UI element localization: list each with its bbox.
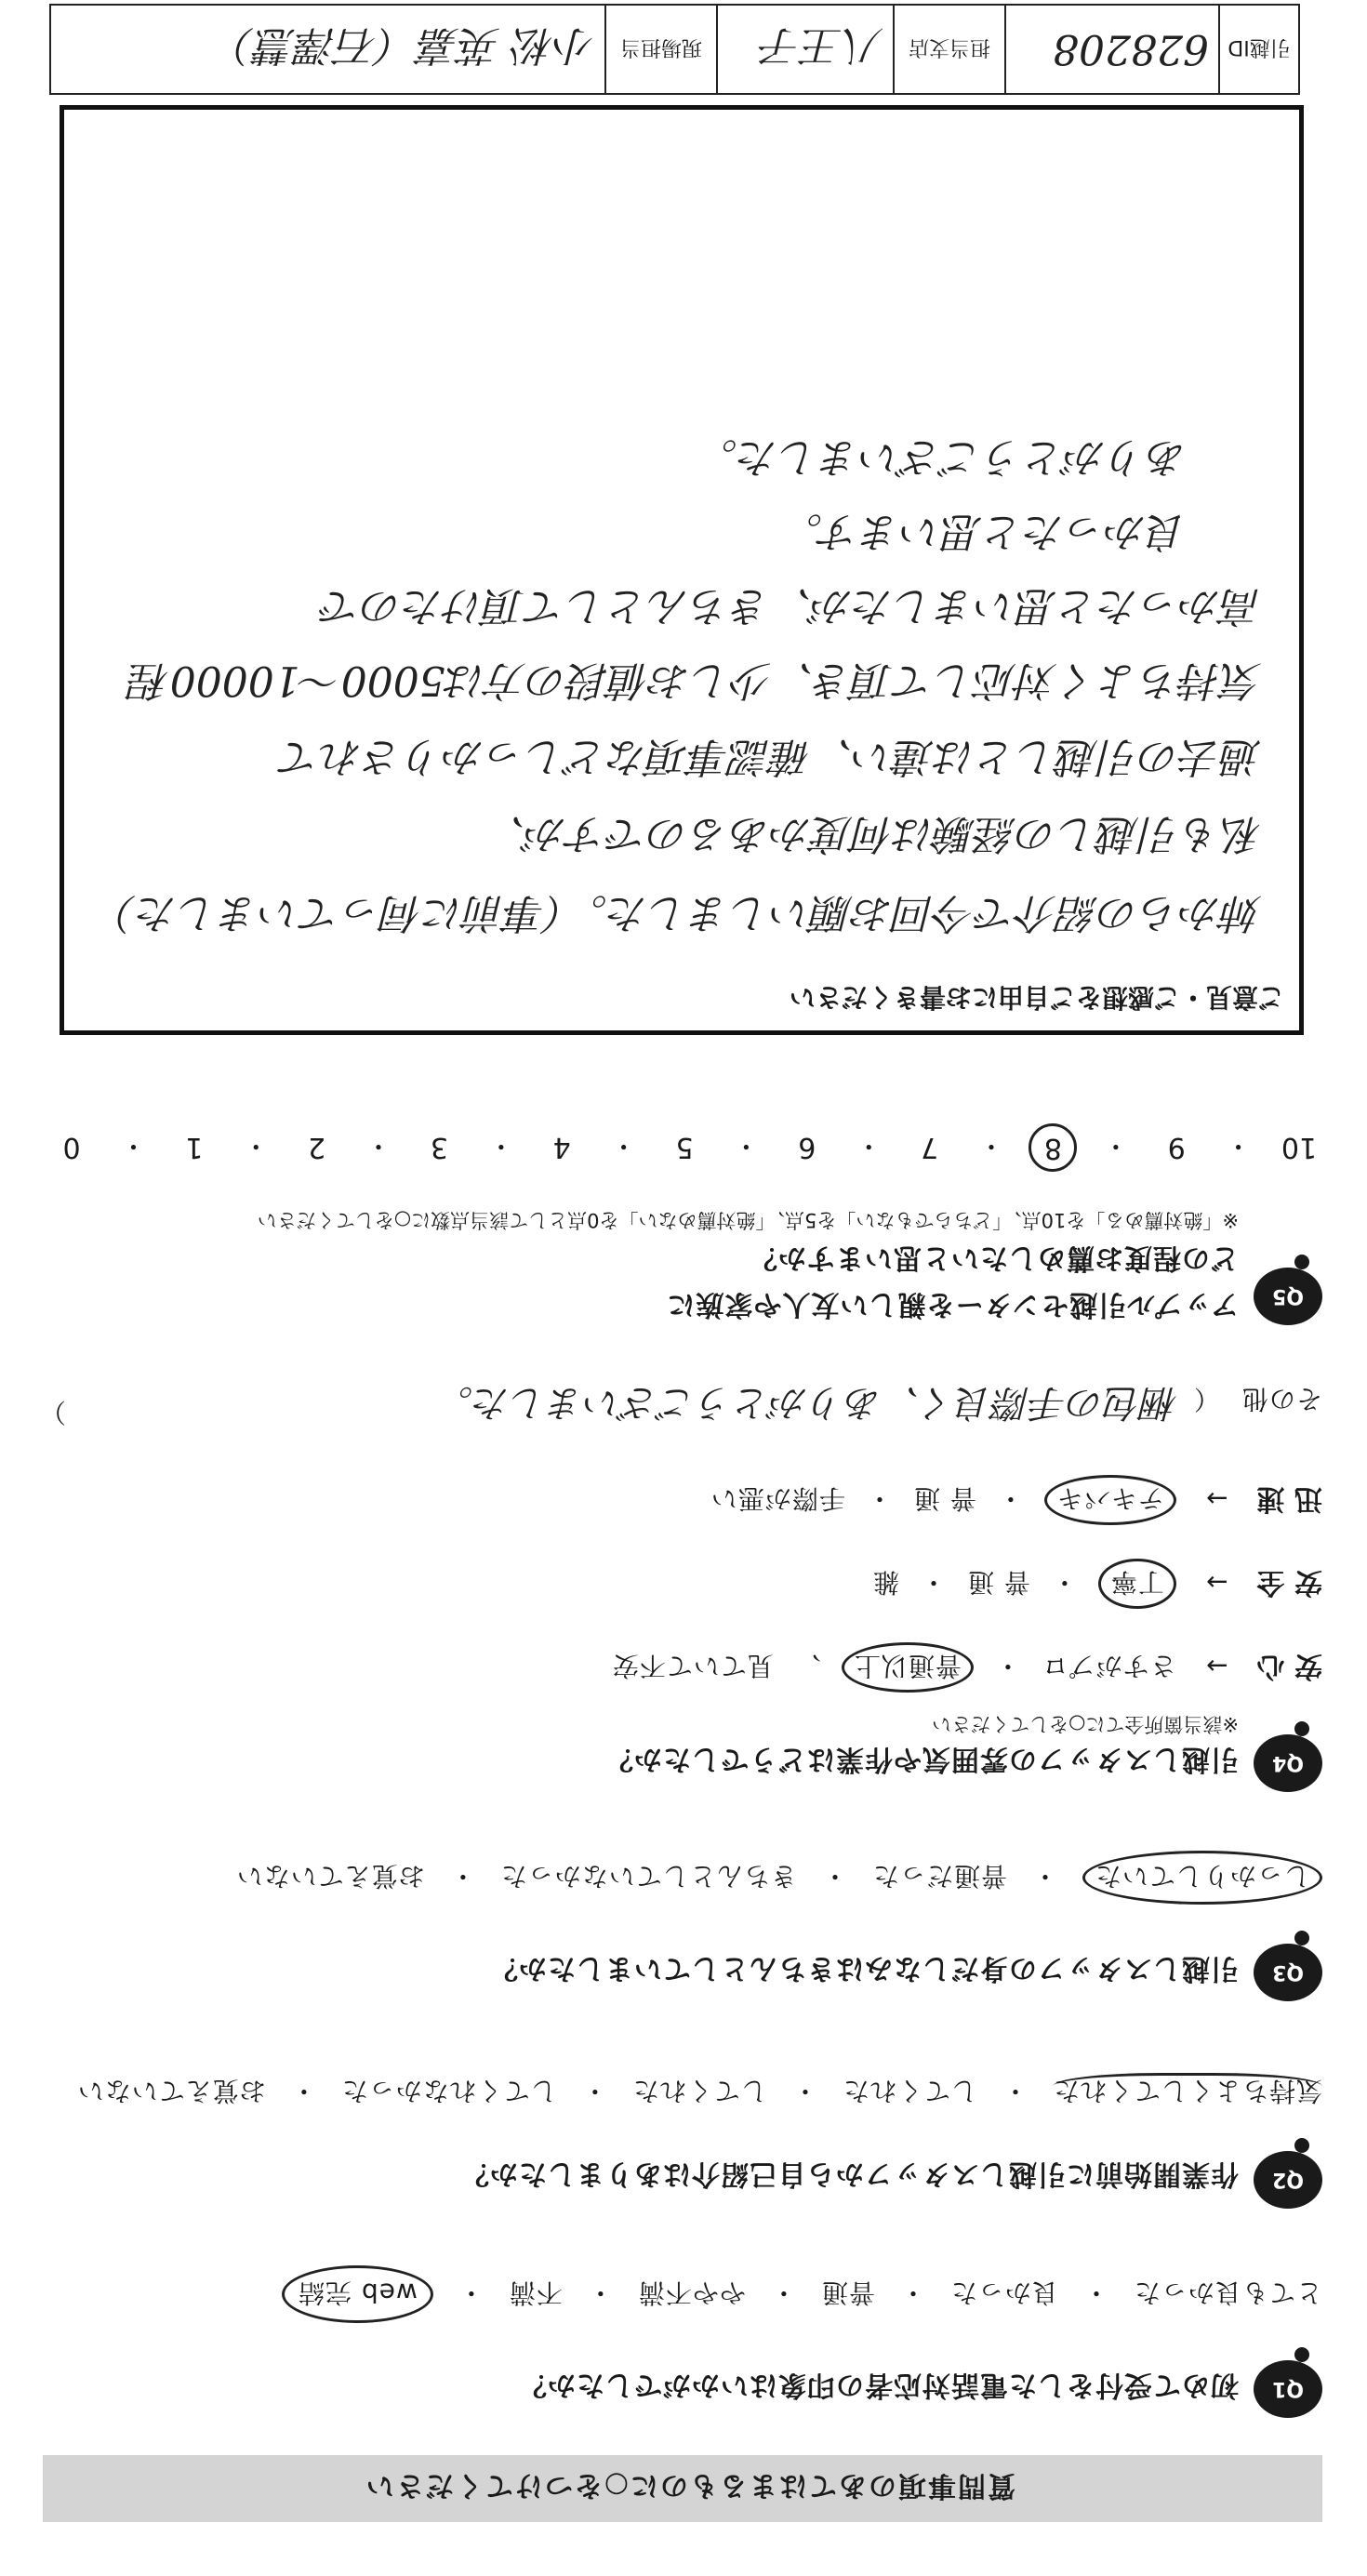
q5-score-0[interactable]: 0 xyxy=(62,1131,81,1164)
q4-row-jinsoku: 迅 速 → テキパキ・普 通・手際が悪い xyxy=(710,1475,1322,1525)
q4-other-label: その他 xyxy=(1241,1384,1322,1414)
comment-line-5: 高かったと思いましたが、きちんとして頂けたので xyxy=(321,582,1262,630)
comment-line-7: ありがとうございました。 xyxy=(697,433,1188,481)
footer-lead-value[interactable]: 小松 英嘉（石澤慧） xyxy=(214,21,595,69)
q4-question: 引越しスタッフの雰囲気や作業はどうでしたか？ xyxy=(604,1743,1239,1775)
q2-option-2[interactable]: してくれた xyxy=(842,2076,977,2106)
q4-row-anzen-arrow: → xyxy=(1204,1567,1228,1598)
q3-option-2[interactable]: 普通だった xyxy=(871,1861,1007,1892)
footer-table xyxy=(49,4,1300,95)
q1-badge-label: Q1 xyxy=(1272,2377,1305,2401)
q5-score-2[interactable]: 2 xyxy=(308,1131,326,1164)
q4-row-anzen-label: 安 全 xyxy=(1256,1566,1322,1599)
q2-question: 作業開始前に引越しスタッフから自己紹介はありましたか？ xyxy=(460,2158,1239,2190)
q5-score-5[interactable]: 5 xyxy=(675,1131,694,1164)
q5-badge-label: Q5 xyxy=(1272,1284,1305,1308)
q5-score-4[interactable]: 4 xyxy=(552,1131,571,1164)
q2-option-5[interactable]: お覚えていない xyxy=(76,2076,266,2106)
footer-lead-label: 現場担当 xyxy=(604,6,716,93)
q5-score-7[interactable]: 7 xyxy=(921,1131,939,1164)
q4-row-jinsoku-option-1[interactable]: テキパキ xyxy=(1044,1475,1176,1525)
q4-row-anshin-arrow: → xyxy=(1204,1651,1228,1681)
q2-option-4[interactable]: してくれなかった xyxy=(340,2076,557,2106)
instruction-banner xyxy=(43,2455,1322,2522)
q1-options: とても良かった・良かった・普通・やや不満・不満・web 完結 xyxy=(39,2265,1322,2323)
q4-row-anzen-option-1[interactable]: 丁寧 xyxy=(1098,1559,1176,1609)
q4-other xyxy=(39,1379,1322,1432)
q1-option-2[interactable]: 良かった xyxy=(949,2277,1058,2308)
q4-row-anshin-option-1[interactable]: さすがプロ xyxy=(1041,1651,1176,1681)
q4-note: ※該当箇所全てに○をしてください xyxy=(932,1713,1239,1735)
q4-row-anzen: 安 全 → 丁寧・普 通・雑 xyxy=(872,1559,1322,1609)
q3-badge-label: Q3 xyxy=(1272,1960,1305,1985)
q4-row-jinsoku-option-3[interactable]: 手際が悪い xyxy=(710,1483,845,1514)
q4-badge-label: Q4 xyxy=(1272,1751,1305,1775)
q4-row-anshin-label: 安 心 xyxy=(1256,1650,1322,1682)
q4-row-anshin: 安 心 → さすがプロ・普通以上、見ていて不安 xyxy=(612,1642,1322,1693)
q4-row-anshin-option-3[interactable]: 見ていて不安 xyxy=(611,1651,774,1681)
instruction-text: 質問事項のあてはまるものに○をつけてください xyxy=(364,2469,1015,2502)
q3-question: 引越しスタッフの身だしなみはきちんとしていましたか？ xyxy=(489,1952,1239,1985)
q5-score-1[interactable]: 1 xyxy=(185,1131,204,1164)
comment-line-3: 過去の引越しとは違い、確認事項などしっかりされて xyxy=(280,733,1262,780)
q4-other-text[interactable]: 梱包の手際良く、ありがとうございました。 xyxy=(435,1381,1179,1424)
q5-score-6[interactable]: 6 xyxy=(798,1131,816,1164)
comment-line-4: 気持ちよく対応して頂き、少しお値段の方は5000〜10000程 xyxy=(128,657,1262,704)
footer-id-label: 引越ID xyxy=(1218,6,1298,93)
footer-id-value[interactable]: 628208 xyxy=(1004,6,1218,93)
q1-option-6[interactable]: web 完結 xyxy=(282,2265,433,2323)
q1-option-3[interactable]: 普通 xyxy=(820,2277,875,2308)
q3-option-3[interactable]: きちんとしていなかった xyxy=(499,1861,797,1892)
q5-scale: 10 ・ 9 ・ 8 ・ 7 ・ 6 ・ 5 ・ 4 ・ 3 ・ 2 ・ 1 ・ 0 xyxy=(48,1123,1322,1172)
q3-option-4[interactable]: お覚えていない xyxy=(235,1861,425,1892)
q4-row-anzen-option-2[interactable]: 普 通 xyxy=(966,1567,1030,1598)
q4-row-jinsoku-option-2[interactable]: 普 通 xyxy=(912,1483,976,1514)
q5-score-3[interactable]: 3 xyxy=(430,1131,448,1164)
q2-options: 気持ちよくしてくれた・してくれた・してくれた・してくれなかった・お覚えていない xyxy=(77,2074,1322,2111)
q1-option-4[interactable]: やや不満 xyxy=(637,2277,746,2308)
q5-question-line2: どの程度お薦めしたいと思いますか？ xyxy=(749,1242,1239,1274)
q4-row-anshin-option-2[interactable]: 普通以上 xyxy=(842,1642,974,1693)
q5-score-9[interactable]: 9 xyxy=(1167,1131,1186,1164)
comment-line-1: 姉からの紹介で今回お願いしました。（事前に伺っていました） xyxy=(96,889,1262,936)
q1-badge xyxy=(1254,2360,1322,2418)
comment-line-6: 良かったと思います。 xyxy=(781,508,1188,555)
q2-option-3[interactable]: してくれた xyxy=(631,2076,767,2106)
q2-badge-label: Q2 xyxy=(1272,2168,1305,2192)
q5-badge xyxy=(1254,1268,1322,1325)
q1-option-1[interactable]: とても良かった xyxy=(1133,2277,1322,2308)
q2-option-1[interactable]: 気持ちよくしてくれた xyxy=(1053,2073,1322,2106)
q1-option-5[interactable]: 不満 xyxy=(508,2277,563,2308)
q4-badge xyxy=(1254,1734,1322,1792)
q1-question: 初めて受付をした電話対応者の印象はいかがでしたか？ xyxy=(518,2369,1239,2401)
q3-options: しっかりしていた・普通だった・きちんとしていなかった・お覚えていない xyxy=(236,1851,1322,1905)
comment-box-title: ご意見・ご感想をご自由にお書きください xyxy=(789,982,1284,1013)
q5-score-8[interactable]: 8 xyxy=(1029,1123,1077,1172)
q5-question-line1: アップル引越センターを親しい友人や家族に xyxy=(666,1288,1239,1321)
q5-score-10[interactable]: 10 xyxy=(1281,1131,1318,1164)
q4-other-close: ） xyxy=(39,1397,67,1427)
q3-badge xyxy=(1254,1944,1322,2001)
footer-branch-value[interactable]: 八王子 xyxy=(716,6,893,93)
q4-row-anzen-option-3[interactable]: 雑 xyxy=(871,1567,899,1598)
q2-badge xyxy=(1254,2151,1322,2209)
footer-branch-label: 担当支店 xyxy=(893,6,1004,93)
q5-note: ※「絶対薦める」を10点、「どちらでもない」を5点、「絶対薦めない」を0点として該当点数に○をしてください xyxy=(257,1209,1239,1231)
q4-other-open: （ xyxy=(1192,1384,1220,1414)
q3-option-1[interactable]: しっかりしていた xyxy=(1082,1851,1322,1905)
q4-row-jinsoku-arrow: → xyxy=(1204,1483,1228,1514)
comment-box[interactable] xyxy=(60,105,1304,1035)
q4-row-jinsoku-label: 迅 速 xyxy=(1256,1482,1322,1515)
comment-line-2: 私も引越しの経験は何度かあるのですが、 xyxy=(484,810,1262,857)
